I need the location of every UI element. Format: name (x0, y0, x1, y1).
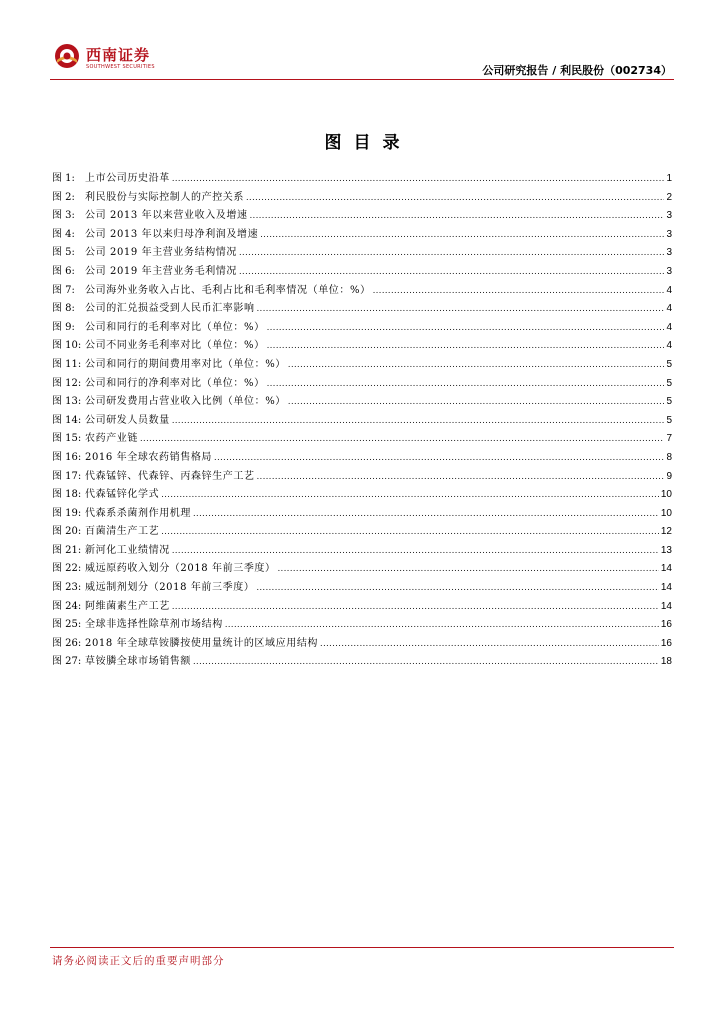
toc-entry[interactable] (52, 634, 672, 653)
toc-dot-leader (267, 379, 665, 388)
toc-entry-label: 图 14: (52, 414, 82, 426)
toc-entry-label: 图 2: (52, 191, 75, 203)
toc-dot-leader (320, 639, 659, 648)
toc-dot-leader (250, 211, 665, 220)
toc-entry-label: 图 1: (52, 173, 75, 184)
toc-entry-label: 图 5: (52, 247, 75, 259)
toc-entry-text: 公司和同行的净利率对比（单位：%） (85, 377, 265, 389)
toc-dot-leader (140, 434, 664, 443)
toc-entry[interactable] (52, 485, 672, 504)
toc-entry-page: 4 (666, 303, 672, 315)
toc-entry-page: 3 (666, 228, 672, 240)
toc-entry-label: 图 21: (52, 544, 82, 556)
toc-entry[interactable] (52, 169, 672, 188)
toc-entry-page: 10 (660, 507, 672, 519)
toc-dot-leader (373, 286, 665, 295)
toc-entry-text: 上市公司历史沿革 (85, 173, 170, 184)
figure-toc-list (52, 169, 672, 671)
company-logo (53, 42, 153, 74)
toc-dot-leader (260, 230, 664, 239)
toc-entry-text: 阿维菌素生产工艺 (85, 600, 170, 612)
toc-dot-leader (172, 174, 665, 183)
toc-entry[interactable] (52, 188, 672, 207)
toc-entry-text: 利民股份与实际控制人的产控关系 (85, 191, 244, 203)
toc-entry[interactable] (52, 504, 672, 523)
toc-entry[interactable] (52, 411, 672, 430)
toc-dot-leader (257, 304, 665, 313)
toc-entry-text: 2016 年全球农药销售格局 (85, 451, 213, 463)
toc-entry[interactable] (52, 429, 672, 448)
toc-entry-text: 公司研发人员数量 (85, 414, 170, 426)
toc-entry-text: 百菌清生产工艺 (85, 526, 160, 538)
toc-entry-label: 图 26: (52, 637, 82, 649)
footer-divider (50, 947, 674, 948)
toc-entry-text: 2018 年全球草铵膦按使用量统计的区域应用结构 (85, 637, 319, 649)
toc-entry-label: 图 10: (52, 340, 82, 352)
toc-dot-leader (161, 527, 659, 536)
toc-entry-label: 图 7: (52, 284, 75, 296)
toc-entry-text: 新河化工业绩情况 (85, 544, 170, 556)
toc-entry-label: 图 3: (52, 210, 75, 222)
toc-entry-text: 公司和同行的毛利率对比（单位：%） (85, 321, 265, 333)
toc-entry-label: 图 22: (52, 563, 82, 575)
report-header-title: 公司研究报告 / 利民股份（002734） (482, 64, 672, 77)
toc-entry-label: 图 23: (52, 582, 82, 594)
toc-dot-leader (214, 453, 664, 462)
toc-entry-page: 14 (660, 600, 672, 612)
toc-entry-page: 7 (666, 433, 672, 445)
toc-dot-leader (172, 546, 659, 555)
toc-entry-page: 3 (666, 247, 672, 259)
toc-entry[interactable] (52, 578, 672, 597)
toc-entry[interactable] (52, 243, 672, 262)
logo-english-name: SOUTHWEST SECURITIES (86, 64, 155, 70)
toc-entry-page: 1 (666, 173, 672, 184)
toc-entry-label: 图 19: (52, 507, 82, 519)
toc-entry-label: 图 9: (52, 321, 75, 333)
toc-entry-page: 3 (666, 265, 672, 277)
toc-entry-label: 图 18: (52, 489, 82, 501)
toc-dot-leader (225, 620, 659, 629)
toc-dot-leader (267, 323, 665, 332)
toc-entry-label: 图 4: (52, 228, 75, 240)
toc-dot-leader (172, 416, 665, 425)
toc-dot-leader (239, 248, 664, 257)
toc-entry-label: 图 15: (52, 433, 82, 445)
toc-dot-leader (246, 193, 664, 202)
toc-entry-text: 代森锰锌、代森锌、丙森锌生产工艺 (85, 470, 255, 482)
toc-dot-leader (256, 583, 658, 592)
toc-entry-page: 9 (666, 470, 672, 482)
logo-mark-icon (53, 42, 81, 70)
toc-entry-label: 图 11: (52, 358, 82, 370)
toc-entry-label: 图 17: (52, 470, 82, 482)
page-header (0, 0, 724, 82)
toc-entry-text: 代森系杀菌剂作用机理 (85, 507, 191, 519)
toc-entry[interactable] (52, 206, 672, 225)
toc-entry-page: 18 (660, 656, 672, 668)
toc-entry-label: 图 16: (52, 451, 82, 463)
toc-entry[interactable] (52, 299, 672, 318)
toc-entry[interactable] (52, 336, 672, 355)
toc-entry-page: 5 (666, 358, 672, 370)
toc-dot-leader (278, 564, 659, 573)
toc-entry[interactable] (52, 318, 672, 337)
toc-entry-page: 12 (660, 526, 672, 538)
toc-entry[interactable] (52, 225, 672, 244)
toc-title: 图目录 (324, 133, 412, 153)
toc-entry-text: 公司研发费用占营业收入比例（单位：%） (85, 396, 286, 408)
toc-dot-leader (161, 490, 659, 499)
toc-entry-text: 农药产业链 (85, 433, 138, 445)
toc-dot-leader (288, 397, 665, 406)
toc-entry[interactable] (52, 355, 672, 374)
toc-entry-text: 公司 2019 年主营业务结构情况 (85, 247, 238, 259)
toc-entry[interactable] (52, 448, 672, 467)
toc-entry[interactable] (52, 541, 672, 560)
toc-entry-page: 5 (666, 414, 672, 426)
toc-entry-text: 公司 2013 年以来归母净利润及增速 (85, 228, 259, 240)
toc-dot-leader (193, 657, 659, 666)
toc-entry[interactable] (52, 597, 672, 616)
toc-entry-label: 图 12: (52, 377, 82, 389)
toc-entry-page: 10 (660, 489, 672, 501)
toc-entry-text: 公司不同业务毛利率对比（单位：%） (85, 340, 265, 352)
toc-entry-page: 13 (660, 544, 672, 556)
toc-entry-label: 图 24: (52, 600, 82, 612)
toc-entry-page: 2 (666, 191, 672, 203)
toc-entry-page: 4 (666, 321, 672, 333)
toc-entry-label: 图 27: (52, 656, 82, 668)
toc-dot-leader (257, 472, 665, 481)
toc-entry-page: 16 (660, 619, 672, 631)
toc-entry-label: 图 13: (52, 396, 82, 408)
toc-entry-page: 4 (666, 340, 672, 352)
toc-entry[interactable] (52, 559, 672, 578)
toc-entry-text: 公司的汇兑损益受到人民币汇率影响 (85, 303, 255, 315)
toc-entry-text: 公司 2019 年主营业务毛利情况 (85, 265, 238, 277)
toc-entry-text: 威远原药收入划分（2018 年前三季度） (85, 563, 276, 575)
toc-entry-page: 8 (666, 451, 672, 463)
toc-entry-text: 公司 2013 年以来营业收入及增速 (85, 210, 248, 222)
toc-dot-leader (267, 341, 665, 350)
toc-entry-page: 14 (660, 582, 672, 594)
toc-entry-label: 图 25: (52, 619, 82, 631)
toc-entry-text: 公司海外业务收入占比、毛利占比和毛利率情况（单位：%） (85, 284, 371, 296)
toc-entry-label: 图 8: (52, 303, 75, 315)
toc-dot-leader (288, 360, 665, 369)
toc-entry[interactable] (52, 374, 672, 393)
toc-entry[interactable] (52, 467, 672, 486)
toc-entry-text: 全球非选择性除草剂市场结构 (85, 619, 223, 631)
toc-entry[interactable] (52, 392, 672, 411)
toc-entry[interactable] (52, 615, 672, 634)
toc-entry-page: 16 (660, 637, 672, 649)
toc-entry-text: 代森锰锌化学式 (85, 489, 160, 501)
toc-dot-leader (239, 267, 664, 276)
logo-chinese-name: 西南证券 (86, 46, 151, 64)
toc-entry-page: 5 (666, 396, 672, 408)
toc-entry-label: 图 6: (52, 265, 75, 277)
toc-entry-page: 14 (660, 563, 672, 575)
toc-entry-page: 4 (666, 284, 672, 296)
toc-entry-label: 图 20: (52, 526, 82, 538)
toc-dot-leader (193, 509, 659, 518)
toc-entry[interactable] (52, 281, 672, 300)
toc-entry-text: 威远制剂划分（2018 年前三季度） (85, 582, 255, 594)
toc-entry-page: 5 (666, 377, 672, 389)
header-divider (50, 79, 674, 80)
toc-entry[interactable] (52, 522, 672, 541)
toc-entry[interactable] (52, 652, 672, 671)
toc-entry[interactable] (52, 262, 672, 281)
toc-entry-text: 公司和同行的期间费用率对比（单位：%） (85, 358, 286, 370)
toc-entry-text: 草铵膦全球市场销售额 (85, 656, 191, 668)
footer-disclaimer: 请务必阅读正文后的重要声明部分 (52, 955, 225, 967)
toc-entry-page: 3 (666, 210, 672, 222)
toc-dot-leader (172, 602, 659, 611)
